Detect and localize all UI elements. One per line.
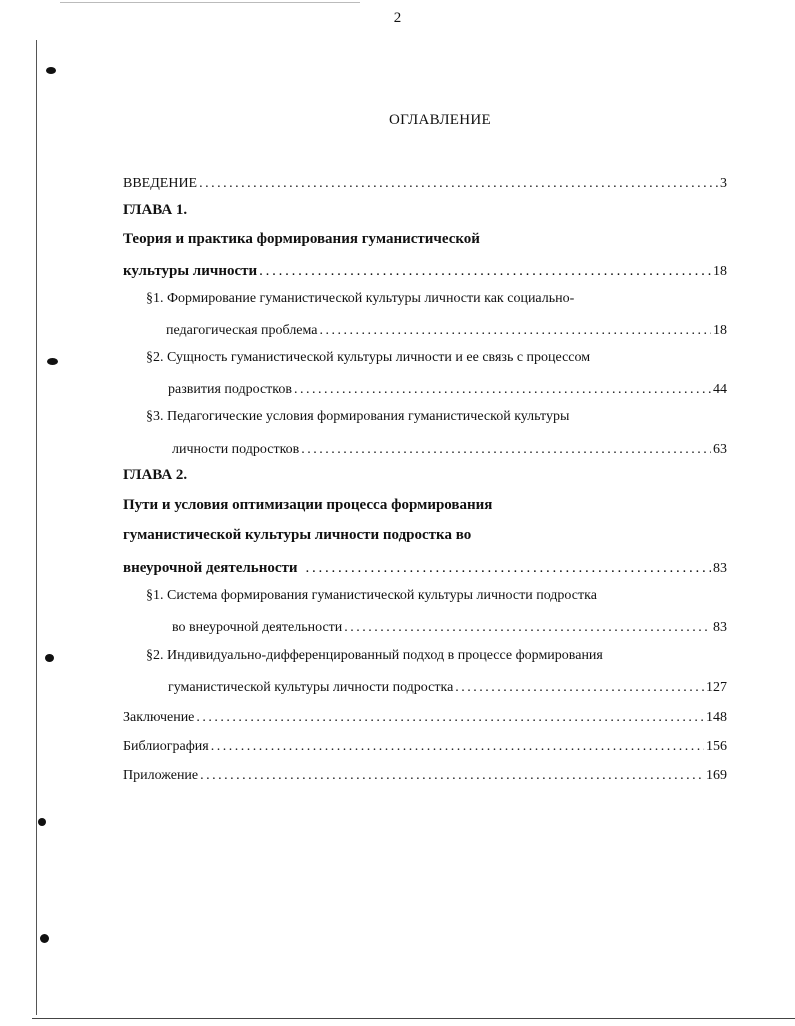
toc-entry-label: Заключение	[123, 710, 195, 725]
binding-hole-mark	[40, 934, 49, 943]
dot-leader	[301, 442, 711, 458]
chapter-1-heading: ГЛАВА 1.	[123, 202, 188, 218]
chapter-2-title-line2: гуманистической культуры личности подростка во	[123, 527, 472, 543]
scan-artifact-left-edge	[36, 40, 37, 1015]
section-2-2-line1: §2. Индивидуально-дифференцированный подход в процессе формирования	[146, 648, 603, 663]
toc-entry-page: 18	[713, 264, 727, 279]
toc-entry-page: 148	[706, 710, 727, 725]
toc-entry-intro[interactable]	[123, 170, 727, 192]
toc-entry-label: гуманистической культуры личности подростка	[168, 680, 454, 695]
dot-leader	[320, 323, 712, 339]
dot-leader	[455, 680, 704, 696]
toc-entry-section-1-3[interactable]	[172, 436, 727, 458]
section-1-2-line1: §2. Сущность гуманистической культуры личности и ее связь с процессом	[146, 350, 591, 365]
dot-leader	[259, 263, 711, 280]
dot-leader	[211, 739, 704, 755]
binding-hole-mark	[45, 654, 54, 662]
toc-entry-label: развития подростков	[168, 382, 292, 397]
toc-entry-chapter-1[interactable]	[123, 258, 727, 280]
toc-entry-page: 3	[720, 176, 727, 191]
toc-entry-chapter-2[interactable]	[123, 555, 727, 577]
section-1-1-line1: §1. Формирование гуманистической культуры личности как социально-	[146, 291, 575, 306]
chapter-2-heading: ГЛАВА 2.	[123, 467, 188, 483]
dot-leader	[294, 382, 711, 398]
toc-entry-page: 169	[706, 768, 727, 783]
dot-leader	[306, 560, 711, 577]
toc-entry-section-2-1[interactable]	[172, 614, 727, 636]
chapter-2-title-line1: Пути и условия оптимизации процесса формирования	[123, 497, 493, 513]
toc-entry-conclusion[interactable]	[123, 704, 727, 726]
toc-entry-section-1-1[interactable]	[166, 317, 727, 339]
toc-entry-page: 44	[713, 382, 727, 397]
toc-entry-page: 83	[713, 561, 727, 576]
toc-entry-page: 127	[706, 680, 727, 695]
toc-entry-label: Приложение	[123, 768, 199, 783]
toc-entry-label: культуры личности	[123, 263, 258, 279]
toc-entry-page: 63	[713, 442, 727, 457]
section-1-3-line1: §3. Педагогические условия формирования гуманистической культуры	[146, 409, 570, 424]
toc-entry-label: внеурочной деятельности	[123, 560, 298, 576]
dot-leader	[344, 620, 711, 636]
toc-entry-page: 18	[713, 323, 727, 338]
binding-hole-mark	[38, 818, 46, 826]
binding-hole-mark	[47, 358, 58, 365]
toc-entry-label: Библиография	[123, 739, 209, 754]
binding-hole-mark	[46, 67, 56, 74]
chapter-1-title: Теория и практика формирования гуманистической	[123, 231, 480, 247]
section-2-1-line1: §1. Система формирования гуманистической культуры личности подростка	[146, 588, 597, 603]
toc-entry-section-2-2[interactable]	[168, 674, 727, 696]
toc-entry-label: личности подростков	[172, 442, 300, 457]
toc-entry-bibliography[interactable]	[123, 733, 727, 755]
dot-leader	[196, 710, 704, 726]
toc-entry-page: 83	[713, 620, 727, 635]
toc-entry-section-1-2[interactable]	[168, 376, 727, 398]
toc-entry-label: во внеурочной деятельности	[172, 620, 343, 635]
toc-title: ОГЛАВЛЕНИЕ	[389, 112, 491, 128]
page-number: 2	[393, 10, 402, 26]
scan-artifact-top	[60, 2, 360, 3]
toc-entry-appendix[interactable]	[123, 762, 727, 784]
toc-entry-label: ВВЕДЕНИЕ	[123, 176, 198, 191]
dot-leader	[200, 768, 704, 784]
scan-artifact-bottom-edge	[32, 1018, 795, 1019]
dot-leader	[199, 176, 718, 192]
toc-entry-page: 156	[706, 739, 727, 754]
toc-entry-label: педагогическая проблема	[166, 323, 318, 338]
